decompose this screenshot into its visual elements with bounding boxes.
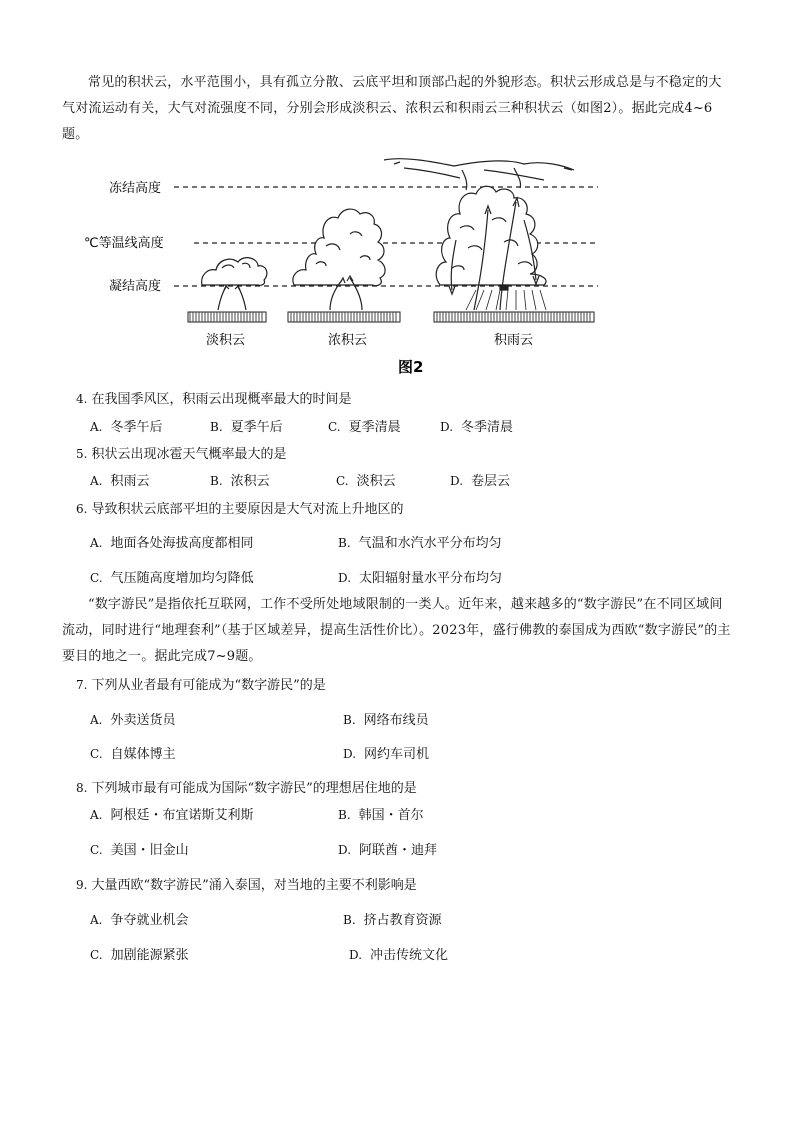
q7-option-d-label: D.	[343, 747, 357, 761]
q5-option-a[interactable]	[90, 472, 150, 491]
q4-option-b-text: 夏季午后	[230, 420, 283, 435]
q6-option-d[interactable]	[338, 569, 502, 588]
cloud-label-humilis: 淡积云	[206, 333, 246, 348]
q7-option-d[interactable]	[343, 745, 429, 764]
cumulus-congestus-drawing	[293, 209, 385, 310]
q6-option-c-text: 气压随高度增加均匀降低	[110, 571, 254, 586]
q4-option-a[interactable]	[90, 418, 163, 437]
cumulonimbus-drawing	[384, 159, 574, 310]
q5-option-b-label: B.	[210, 474, 223, 488]
question-8	[76, 779, 417, 798]
cloud-label-cumulonimbus: 积雨云	[494, 333, 534, 348]
q5-option-d-label: D.	[450, 474, 464, 488]
q5-option-b-text: 浓积云	[230, 474, 270, 489]
q6-option-b[interactable]	[338, 534, 502, 553]
question-5	[76, 445, 286, 464]
q4-option-d[interactable]	[440, 418, 513, 437]
q9-option-b-label: B.	[343, 913, 356, 927]
cumulus-cloud-figure	[84, 150, 604, 380]
q4-option-d-text: 冬季清晨	[461, 420, 514, 435]
level-label-isotherm: ℃等温线高度	[84, 236, 164, 251]
q9-option-d-text: 冲击传统文化	[370, 948, 449, 963]
ground-strip-2	[288, 312, 400, 322]
q8-option-b-label: B.	[338, 808, 351, 822]
q8-option-a-text: 阿根廷・布宜诺斯艾利斯	[110, 808, 254, 823]
question-7-text: 下列从业者最有可能成为“数字游民”的是	[91, 678, 326, 693]
figure-caption: 图2	[398, 358, 424, 376]
question-7	[76, 676, 326, 695]
q9-option-d[interactable]	[349, 946, 448, 965]
question-5-text: 积状云出现冰雹天气概率最大的是	[91, 447, 287, 462]
q6-option-a-label: A.	[90, 536, 103, 550]
q7-option-c[interactable]	[90, 745, 176, 764]
level-label-condensation: 凝结高度	[109, 279, 162, 294]
q9-option-b[interactable]	[343, 911, 442, 930]
q9-option-c-text: 加剧能源紧张	[110, 948, 189, 963]
q4-option-c-text: 夏季清晨	[348, 420, 401, 435]
q6-option-b-label: B.	[338, 536, 351, 550]
question-8-number: 8.	[76, 781, 88, 795]
q6-option-c[interactable]	[90, 569, 254, 588]
q4-option-c[interactable]	[328, 418, 401, 437]
q8-option-c-label: C.	[90, 843, 103, 857]
q5-option-b[interactable]	[210, 472, 270, 491]
q9-option-d-label: D.	[349, 948, 363, 962]
question-9	[76, 876, 417, 895]
question-9-text: 大量西欧“数字游民”涌入泰国，对当地的主要不利影响是	[91, 878, 417, 893]
q6-option-a[interactable]	[90, 534, 254, 553]
q5-option-d[interactable]	[450, 472, 510, 491]
q7-option-c-label: C.	[90, 747, 103, 761]
q5-option-c-text: 淡积云	[356, 474, 396, 489]
intro-paragraph-2: “数字游民”是指依托互联网，工作不受所处地域限制的一类人。近年来，越来越多的“数字游民”在不同区域间流动，同时进行“地理套利”（基于区域差异，提高生活性价比）。2023年，盛行佛教的泰国成为西欧“数字游民”的主要目的地之一。据此完成7~9题。	[62, 597, 731, 664]
q9-option-a-label: A.	[90, 913, 103, 927]
q5-option-a-text: 积雨云	[110, 474, 150, 489]
q4-option-b-label: B.	[210, 420, 223, 434]
q5-option-c[interactable]	[336, 472, 396, 491]
q7-option-c-text: 自媒体博主	[110, 747, 176, 762]
q5-option-d-text: 卷层云	[471, 474, 511, 489]
q8-option-d[interactable]	[338, 841, 437, 860]
q7-option-a[interactable]	[90, 711, 176, 730]
q7-option-b[interactable]	[343, 711, 429, 730]
q8-option-a[interactable]	[90, 806, 254, 825]
q8-option-d-text: 阿联酋・迪拜	[359, 843, 438, 858]
q8-option-c[interactable]	[90, 841, 189, 860]
q7-option-a-text: 外卖送货员	[110, 713, 176, 728]
q6-option-d-label: D.	[338, 571, 352, 585]
q5-option-a-label: A.	[90, 474, 103, 488]
question-6-number: 6.	[76, 502, 88, 516]
q4-option-a-label: A.	[90, 420, 103, 434]
q4-option-a-text: 冬季午后	[110, 420, 163, 435]
q6-option-c-label: C.	[90, 571, 103, 585]
ground-strip-3	[434, 312, 594, 322]
q6-option-b-text: 气温和水汽水平分布均匀	[358, 536, 502, 551]
question-4	[76, 390, 351, 409]
cloud-label-congestus: 浓积云	[328, 333, 368, 348]
q4-option-c-label: C.	[328, 420, 341, 434]
q5-option-c-label: C.	[336, 474, 349, 488]
q9-option-a-text: 争夺就业机会	[110, 913, 189, 928]
intro-paragraph-1: 常见的积状云，水平范围小，具有孤立分散、云底平坦和顶部凸起的外貌形态。积状云形成总是与不稳定的大气对流运动有关，大气对流强度不同，分别会形成淡积云、浓积云和积雨云三种积状云（如图2）。据此完成4~6题。	[62, 75, 722, 142]
level-label-freezing: 冻结高度	[109, 181, 162, 196]
question-4-text: 在我国季风区，积雨云出现概率最大的时间是	[91, 392, 352, 407]
question-9-number: 9.	[76, 878, 88, 892]
question-6-text: 导致积状云底部平坦的主要原因是大气对流上升地区的	[91, 502, 404, 517]
question-7-number: 7.	[76, 678, 88, 692]
q8-option-c-text: 美国・旧金山	[110, 843, 189, 858]
q9-option-c[interactable]	[90, 946, 189, 965]
question-5-number: 5.	[76, 447, 88, 461]
q7-option-d-text: 网约车司机	[364, 747, 430, 762]
q9-option-b-text: 挤占教育资源	[363, 913, 442, 928]
q6-option-a-text: 地面各处海拔高度都相同	[110, 536, 254, 551]
ground-strip-1	[188, 312, 266, 322]
cumulus-humilis-drawing	[202, 258, 267, 310]
question-8-text: 下列城市最有可能成为国际“数字游民”的理想居住地的是	[91, 781, 417, 796]
q9-option-c-label: C.	[90, 948, 103, 962]
question-4-number: 4.	[76, 392, 88, 406]
q6-option-d-text: 太阳辐射量水平分布均匀	[359, 571, 503, 586]
q7-option-a-label: A.	[90, 713, 103, 727]
q7-option-b-label: B.	[343, 713, 356, 727]
q8-option-a-label: A.	[90, 808, 103, 822]
q8-option-d-label: D.	[338, 843, 352, 857]
q8-option-b-text: 韩国・首尔	[358, 808, 424, 823]
q4-option-b[interactable]	[210, 418, 283, 437]
q8-option-b[interactable]	[338, 806, 424, 825]
q4-option-d-label: D.	[440, 420, 454, 434]
cloud-diagram	[84, 150, 604, 380]
q9-option-a[interactable]	[90, 911, 189, 930]
question-6	[76, 500, 403, 519]
q7-option-b-text: 网络布线员	[363, 713, 429, 728]
